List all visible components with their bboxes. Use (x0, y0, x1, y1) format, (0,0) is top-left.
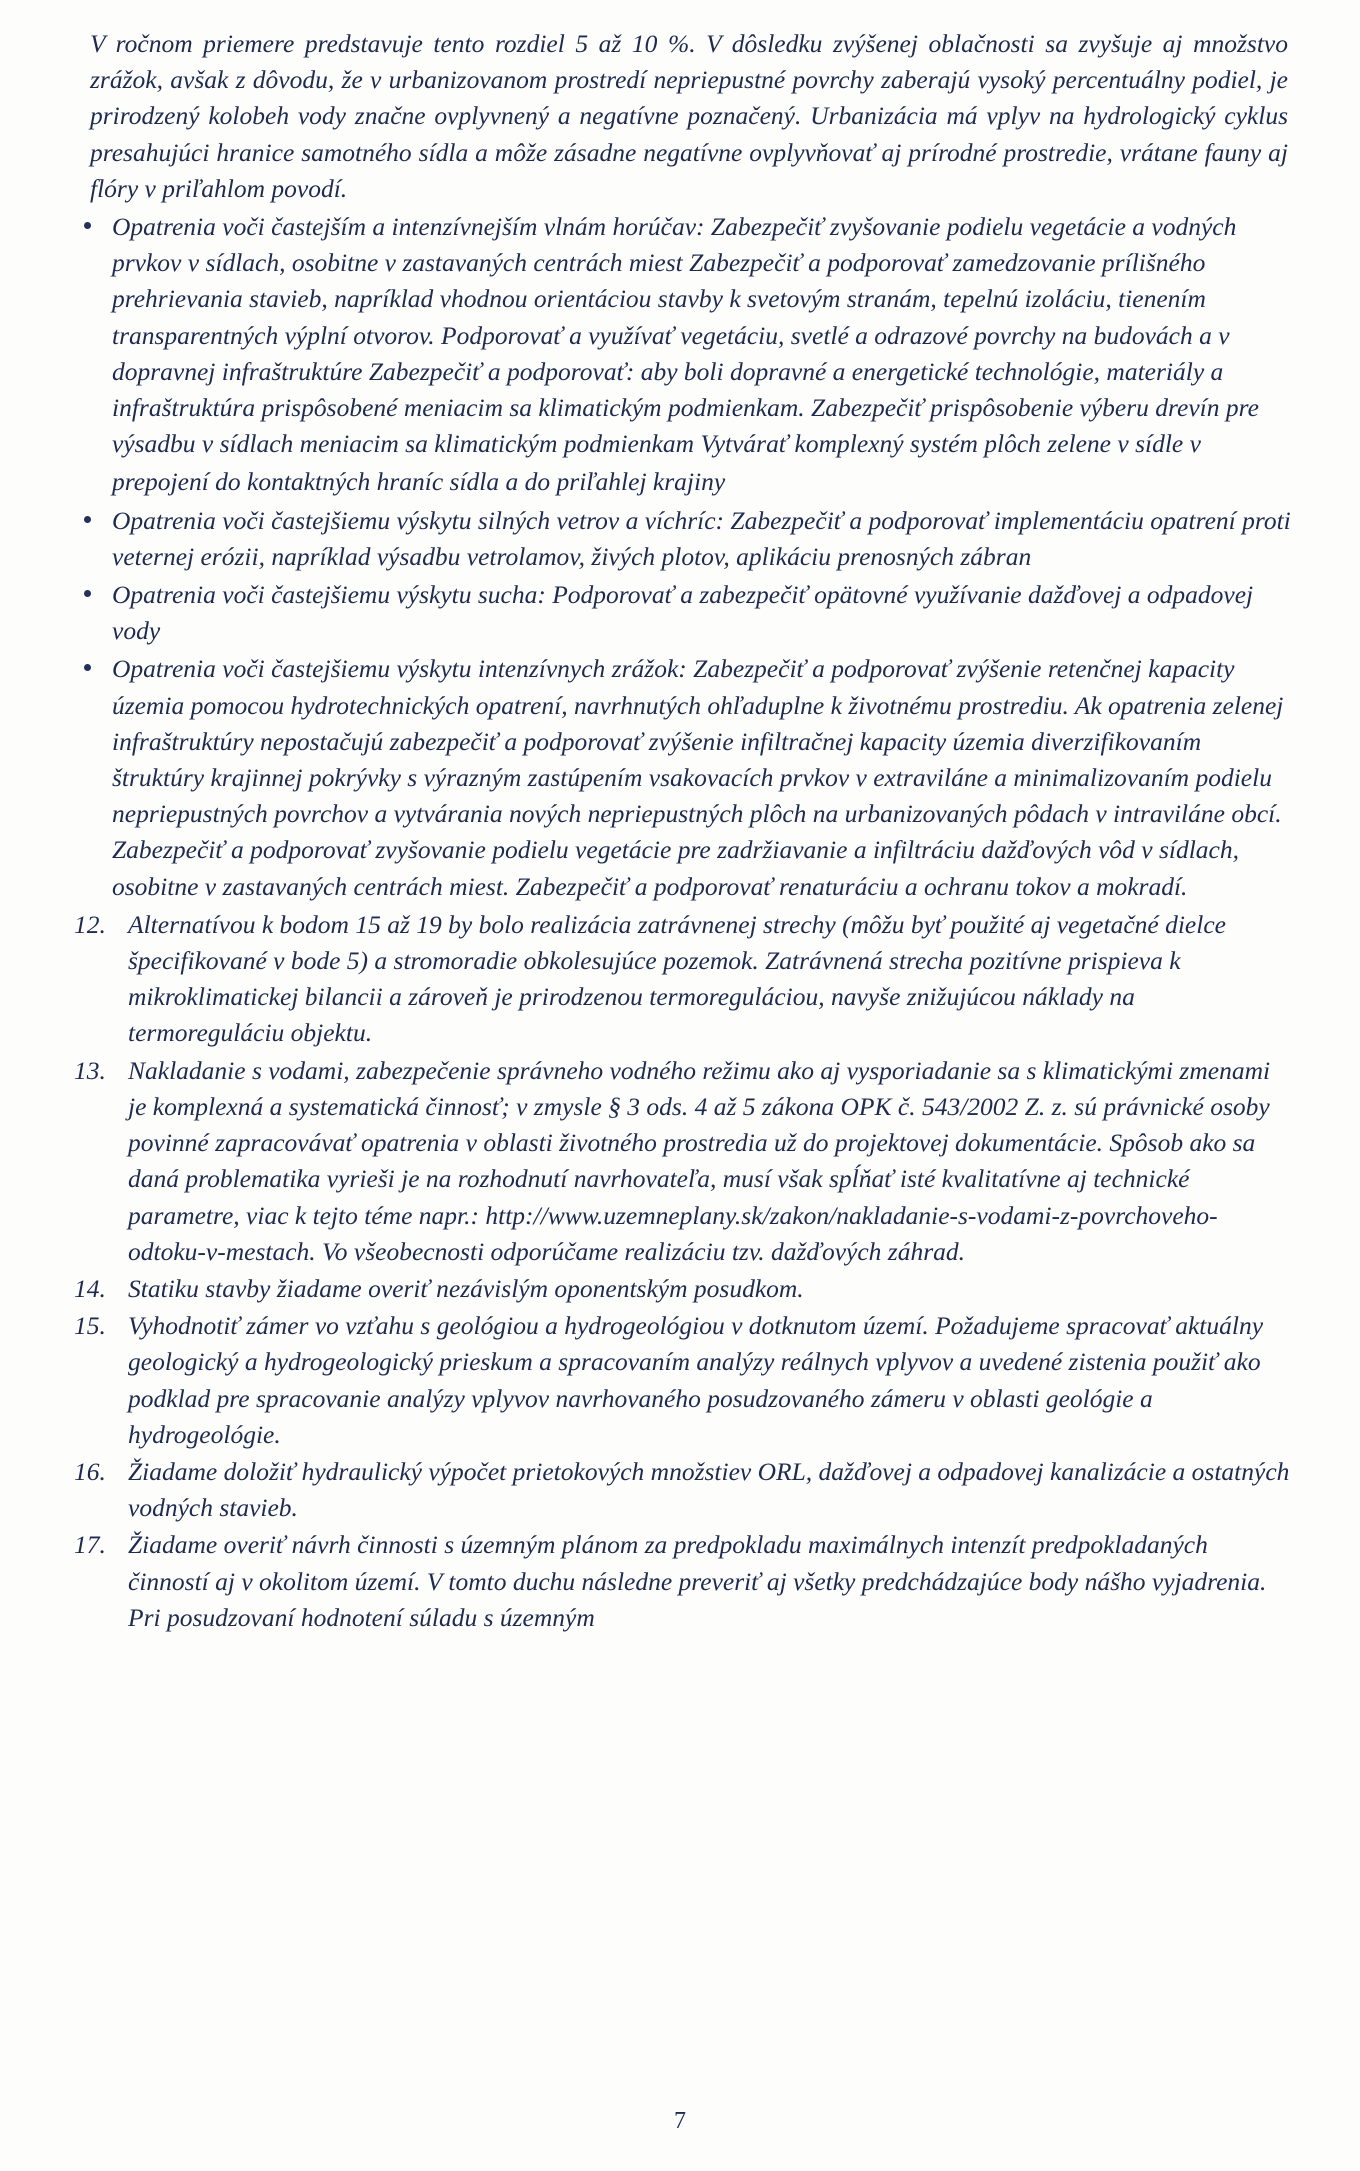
item-number: 14. (74, 1273, 106, 1303)
bullet-dot-icon (84, 664, 91, 671)
bullet-text: Opatrenia voči častejšiemu výskytu sucha: Podporovať a zabezpečiť opätovné využívanie dažďovej a odpadovej vody (112, 580, 1254, 646)
list-item (60, 1271, 1294, 1307)
item-text: Žiadame doložiť hydraulický výpočet prietokových množstiev ORL, dažďovej a odpadovej kanalizácie a ostatných vodných stavieb. (128, 1456, 1290, 1523)
bullet-dot-icon (84, 590, 91, 597)
bullet-text: Opatrenia voči častejším a intenzívnejším vlnám horúčav: Zabezpečiť zvyšovanie podielu vegetácie a vodných prvkov v sídlach, osobitne v zastavaných centrách miest Zabezpečiť a podporovať zamedzovanie prílišného prehrievania stavieb, napríklad vhodnou orientáciou stavby k svetovým stranám, tepelnú izoláciu, tienením transparentných výplní otvorov. Podporovať a využívať vegetáciu, svetlé a odrazové povrchy na budovách a v dopravnej infraštruktúre Zabezpečiť a podporovať: aby boli dopravné a energetické technológie, materiály a infraštruktúra prispôsobené meniacim sa klimatickým podmienkam. Zabezpečiť prispôsobenie výberu drevín pre výsadbu v sídlach meniacim sa klimatickým podmienkam Vytvárať komplexný systém plôch zelene v sídle v (112, 212, 1259, 459)
list-item (60, 577, 1294, 649)
bullet-list (60, 209, 1294, 905)
bullet-dot-icon (84, 222, 91, 229)
item-text: Alternatívou k bodom 15 až 19 by bolo realizácia zatrávnenej strechy (môžu byť použité aj vegetačné dielce špecifikované v bode 5) a stromoradie obkolesujúce pozemok. Zatrávnená strecha pozitívne prispieva k mikroklimatickej bilancii a zároveň je prirodzenou termoreguláciou, navyše znižujúcou náklady na termoreguláciu objektu. (128, 909, 1226, 1048)
list-item (60, 1053, 1294, 1270)
numbered-list (60, 907, 1294, 1636)
list-item (60, 503, 1294, 575)
item-text: Nakladanie s vodami, zabezpečenie správneho vodného režimu ako aj vysporiadanie sa s klimatickými zmenami je komplexná a systematická činnosť; v zmysle § 3 ods. 4 až 5 zákona OPK č. 543/2002 Z. z. sú právnické osoby povinné zapracovávať opatrenia v oblasti životného prostredia už do projektovej dokumentácie. Spôsob ako sa daná problematika vyrieši je na rozhodnutí navrhovateľa, musí však spĺňať isté kvalitatívne aj technické parametre, viac k tejto téme napr.: http://www.uzemneplany.sk/zakon/nakladanie-s-vodami-z-povrchoveho-odtoku-v-mestach. Vo všeobecnosti odporúčame realizáciu tzv. dažďových záhrad. (128, 1055, 1271, 1266)
item-text: Statiku stavby žiadame overiť nezávislým oponentským posudkom. (128, 1273, 804, 1303)
item-number: 17. (74, 1530, 106, 1560)
bullet-text: Opatrenia voči častejšiemu výskytu intenzívnych zrážok: Zabezpečiť a podporovať zvýšenie retenčnej kapacity územia pomocou hydrotechnických opatrení, navrhnutých ohľaduplne k životnému prostrediu. Ak opatrenia zelenej infraštruktúry nepostačujú zabezpečiť a podporovať zvýšenie infiltračnej kapacity územia diverzifikovaním štruktúry krajinnej pokrývky s výrazným zastúpením vsakovacích prvkov v extraviláne a minimalizovaním podielu nepriepustných povrchov a vytvárania nových nepriepustných plôch na urbanizovaných pôdach v intraviláne obcí. Zabezpečiť a podporovať zvyšovanie podielu vegetácie pre zadržiavanie a infiltráciu dažďových vôd v sídlach, osobitne v zastavaných centrách miest. Zabezpečiť a podporovať renaturáciu a ochranu tokov a mokradí. (112, 654, 1284, 901)
item-number: 16. (74, 1456, 106, 1486)
bullet-dot-icon (84, 516, 91, 523)
item-text: Žiadame overiť návrh činnosti s územným plánom za predpokladu maximálnych intenzít predpokladaných činností aj v okolitom území. V tomto duchu následne preveriť aj všetky predchádzajúce body nášho vyjadrenia. Pri posudzovaní hodnotení súladu s územným (128, 1530, 1267, 1632)
list-item (60, 651, 1294, 904)
list-item-continuation (60, 464, 1294, 500)
list-item (60, 1308, 1294, 1453)
item-text: Vyhodnotiť zámer vo vzťahu s geológiou a hydrogeológiou v dotknutom území. Požadujeme spracovať aktuálny geologický a hydrogeologický prieskum a spracovaním analýzy reálnych vplyvov a uvedené zistenia použiť ako podklad pre spracovanie analýzy vplyvov navrhovaného posudzovaného zámeru v oblasti geológie a hydrogeológie. (128, 1311, 1264, 1449)
intro-paragraph: V ročnom priemere predstavuje tento rozdiel 5 až 10 %. V dôsledku zvýšenej oblačnosti sa zvyšuje aj množstvo zrážok, avšak z dôvodu, že v urbanizovanom prostredí nepriepustné povrchy zaberajú vysoký percentuálny podiel, je prirodzený kolobeh vody značne ovplyvnený a negatívne poznačený. Urbanizácia má vplyv na hydrologický cyklus presahujúci hranice samotného sídla a môže zásadne negatívne ovplyvňovať aj prírodné prostredie, vrátane fauny aj flóry v priľahlom povodí. (90, 29, 1288, 203)
page-number: 7 (674, 2108, 686, 2134)
list-item (60, 1454, 1294, 1526)
bullet-text: prepojení do kontaktných hraníc sídla a do priľahlej krajiny (112, 467, 726, 497)
list-item (60, 1527, 1294, 1636)
item-number: 13. (74, 1055, 106, 1085)
list-item (60, 209, 1294, 462)
item-number: 12. (74, 909, 106, 939)
list-item (60, 907, 1294, 1052)
item-number: 15. (74, 1311, 106, 1341)
bullet-text: Opatrenia voči častejšiemu výskytu silných vetrov a víchríc: Zabezpečiť a podporovať implementáciu opatrení proti veternej erózii, napríklad výsadbu vetrolamov, živých plotov, aplikáciu prenosných zábran (112, 505, 1291, 571)
